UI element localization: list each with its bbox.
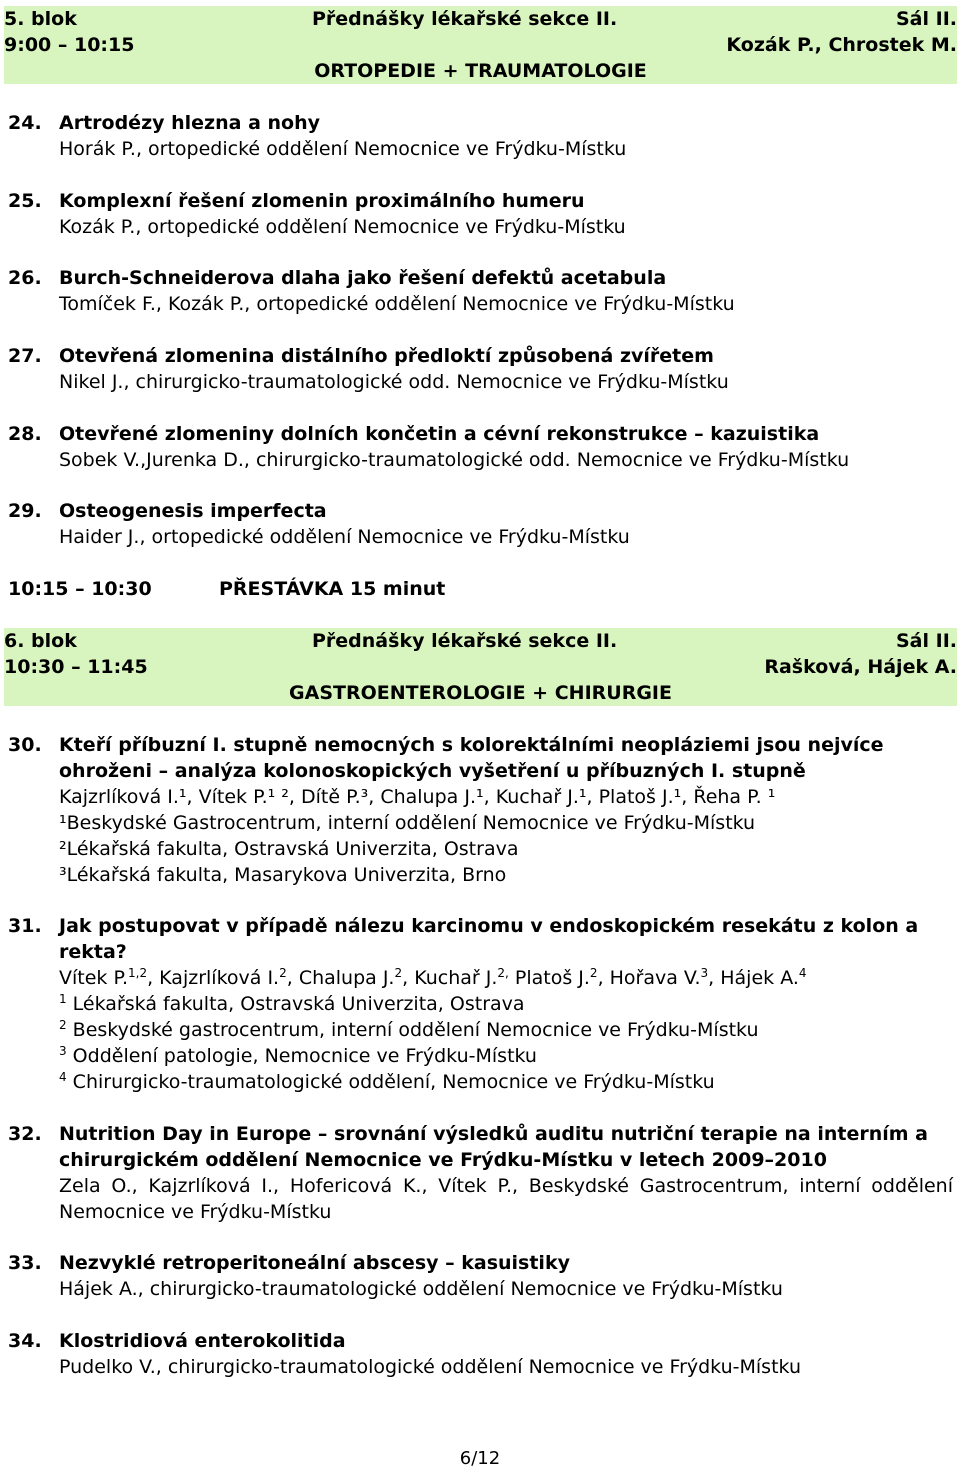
affiliation: ³Lékařská fakulta, Masarykova Univerzita, Brno (59, 864, 507, 886)
talk-title: Burch-Schneiderova dlaha jako řešení defektů acetabula (59, 267, 667, 289)
talk-number: 29. (8, 500, 42, 522)
talk-26 (8, 265, 953, 317)
block-6-header (4, 628, 957, 706)
block-time: 10:30 – 11:45 (4, 656, 148, 678)
talk-number: 34. (8, 1330, 42, 1352)
talk-authors: Hájek A., chirurgicko-traumatologické oddělení Nemocnice ve Frýdku-Místku (59, 1278, 783, 1300)
break-row (8, 576, 446, 602)
affiliation: ¹Beskydské Gastrocentrum, interní oddělení Nemocnice ve Frýdku-Místku (59, 812, 756, 834)
break-time: 10:15 – 10:30 (8, 578, 152, 600)
talk-number: 28. (8, 423, 42, 445)
talk-number: 27. (8, 345, 42, 367)
talk-authors: Horák P., ortopedické oddělení Nemocnice ve Frýdku-Místku (59, 138, 627, 160)
session-name: Přednášky lékařské sekce II. (312, 630, 618, 652)
talk-25 (8, 188, 953, 240)
block-time: 9:00 – 10:15 (4, 34, 135, 56)
talk-29 (8, 498, 953, 550)
talk-authors: Tomíček F., Kozák P., ortopedické oddělení Nemocnice ve Frýdku-Místku (59, 293, 735, 315)
talk-number: 31. (8, 915, 42, 937)
talk-number: 33. (8, 1252, 42, 1274)
talk-24 (8, 110, 953, 162)
talk-title: Otevřená zlomenina distálního předloktí způsobená zvířetem (59, 345, 714, 367)
block-topic: GASTROENTEROLOGIE + CHIRURGIE (289, 682, 672, 704)
talk-title: Jak postupovat v případě nálezu karcinomu v endoskopickém resekátu z kolon a rekta? (59, 915, 919, 963)
talk-27 (8, 343, 953, 395)
talk-number: 24. (8, 112, 42, 134)
talk-34 (8, 1328, 953, 1380)
talk-title: Nutrition Day in Europe – srovnání výsledků auditu nutriční terapie na interním a chirurgickém oddělení Nemocnice ve Frýdku-Místku v letech 2009–2010 (59, 1123, 928, 1171)
talk-authors: Nikel J., chirurgicko-traumatologické odd. Nemocnice ve Frýdku-Místku (59, 371, 729, 393)
talk-authors: Kajzrlíková I.¹, Vítek P.¹ ², Dítě P.³, Chalupa J.¹, Kuchař J.¹, Platoš J.¹, Řeha P. ¹ (59, 786, 776, 808)
affiliation: $^1$ Lékařská fakulta, Ostravská Univerzita, Ostrava (59, 992, 525, 1015)
talk-number: 25. (8, 190, 42, 212)
block-label: 5. blok (4, 8, 77, 30)
talk-title: Osteogenesis imperfecta (59, 500, 327, 522)
talk-number: 32. (8, 1123, 42, 1145)
talk-authors: Kozák P., ortopedické oddělení Nemocnice ve Frýdku-Místku (59, 216, 626, 238)
talk-31 (8, 913, 953, 1095)
page-number: 6/12 (459, 1448, 501, 1469)
talk-32 (8, 1121, 953, 1225)
talk-title: Artrodézy hlezna a nohy (59, 112, 320, 134)
talk-30 (8, 732, 953, 888)
break-label: PŘESTÁVKA 15 minut (219, 578, 446, 600)
chairs: Kozák P., Chrostek M. (726, 34, 957, 56)
talk-title: Nezvyklé retroperitoneální abscesy – kasuistiky (59, 1252, 570, 1274)
block-label: 6. blok (4, 630, 77, 652)
block-5-header (4, 6, 957, 84)
talk-28 (8, 421, 953, 473)
affiliation: $^2$ Beskydské gastrocentrum, interní oddělení Nemocnice ve Frýdku-Místku (59, 1018, 759, 1041)
chairs: Rašková, Hájek A. (764, 656, 957, 678)
talk-33 (8, 1250, 953, 1302)
talk-title: Kteří příbuzní I. stupně nemocných s kolorektálními neopláziemi jsou nejvíce ohroženi – analýza kolonoskopických vyšetření u příbuzných I. stupně (59, 734, 884, 782)
talk-number: 26. (8, 267, 42, 289)
room: Sál II. (896, 8, 957, 30)
talk-authors: Sobek V.,Jurenka D., chirurgicko-traumatologické odd. Nemocnice ve Frýdku-Místku (59, 449, 850, 471)
affiliation: ²Lékařská fakulta, Ostravská Univerzita, Ostrava (59, 838, 519, 860)
talk-authors: Haider J., ortopedické oddělení Nemocnice ve Frýdku-Místku (59, 526, 630, 548)
affiliation: $^4$ Chirurgicko-traumatologické oddělení, Nemocnice ve Frýdku-Místku (59, 1070, 715, 1093)
talk-authors: Vítek P.$^{1,2}$, Kajzrlíková I.$^2$, Chalupa J.$^2$, Kuchař J.$^{2,}$ Platoš J.$^2$, Hořava V.$^3$, Hájek A.$^4$ (59, 966, 807, 989)
talk-title: Klostridiová enterokolitida (59, 1330, 346, 1352)
room: Sál II. (896, 630, 957, 652)
talk-title: Otevřené zlomeniny dolních končetin a cévní rekonstrukce – kazuistika (59, 423, 820, 445)
talk-number: 30. (8, 734, 42, 756)
talk-title: Komplexní řešení zlomenin proximálního humeru (59, 190, 585, 212)
talk-authors: Pudelko V., chirurgicko-traumatologické oddělení Nemocnice ve Frýdku-Místku (59, 1356, 801, 1378)
block-topic: ORTOPEDIE + TRAUMATOLOGIE (314, 60, 647, 82)
session-name: Přednášky lékařské sekce II. (312, 8, 618, 30)
talk-authors: Zela O., Kajzrlíková I., Hofericová K., Vítek P., Beskydské Gastrocentrum, interní oddělení Nemocnice ve Frýdku-Místku (59, 1175, 953, 1223)
affiliation: $^3$ Oddělení patologie, Nemocnice ve Frýdku-Místku (59, 1044, 537, 1067)
